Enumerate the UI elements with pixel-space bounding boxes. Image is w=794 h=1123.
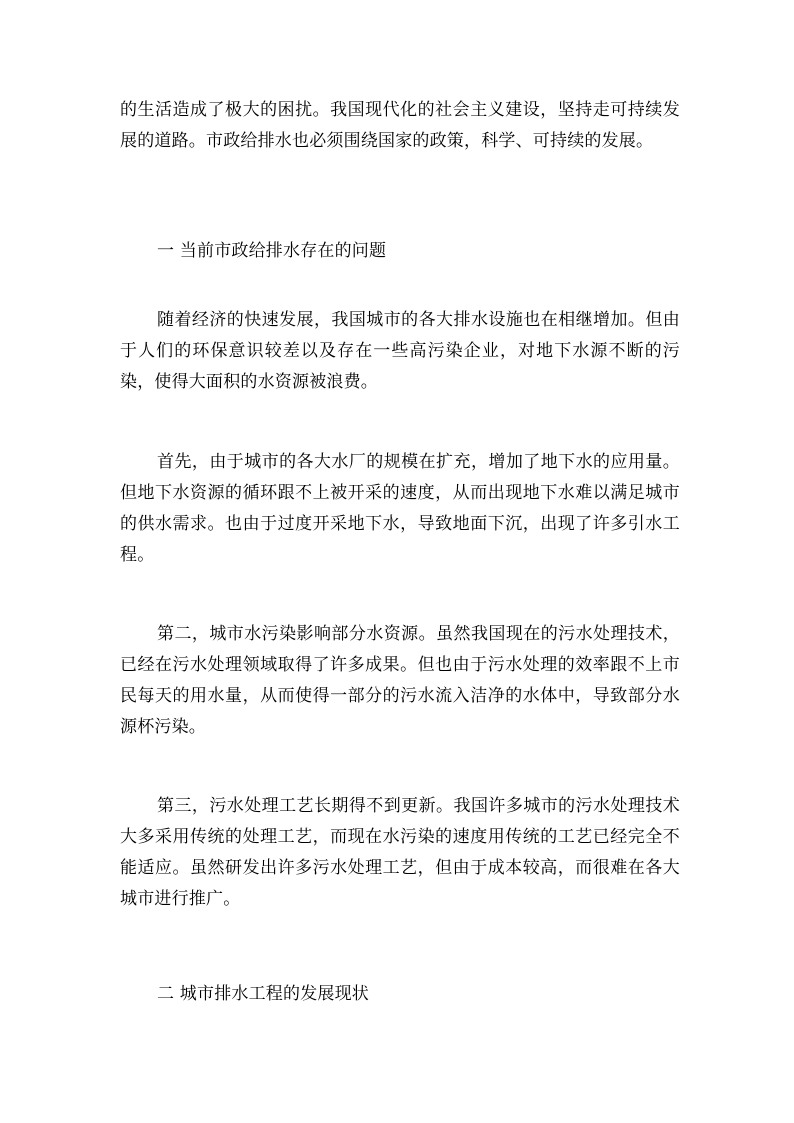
paragraph-third-process: 第三，污水处理工艺长期得不到更新。我国许多城市的污水处理技术大多采用传统的处理工艺，而现在水污染的速度用传统的工艺已经完全不能适应。虽然研发出许多污水处理工艺，但由于成本较高，而很难在各大城市进行推广。: [120, 796, 680, 909]
section-heading-current-problems: 一 当前市政给排水存在的问题: [157, 241, 387, 261]
paragraph-economic-development: 随着经济的快速发展，我国城市的各大排水设施也在相继增加。但由于人们的环保意识较差以及存在一些高污染企业，对地下水源不断的污染，使得大面积的水资源被浪费。: [120, 310, 680, 392]
paragraph-intro-continuation: 的生活造成了极大的困扰。我国现代化的社会主义建设，坚持走可持续发展的道路。市政给排水也必须围绕国家的政策，科学、可持续的发展。: [120, 100, 680, 151]
section-heading-drainage-status: 二 城市排水工程的发展现状: [157, 984, 370, 1004]
paragraph-first-groundwater: 首先，由于城市的各大水厂的规模在扩充，增加了地下水的应用量。但地下水资源的循环跟不上被开采的速度，从而出现地下水难以满足城市的供水需求。也由于过度开采地下水，导致地面下沉，出现了许多引水工程。: [120, 452, 680, 565]
paragraph-second-pollution: 第二，城市水污染影响部分水资源。虽然我国现在的污水处理技术，已经在污水处理领域取得了许多成果。但也由于污水处理的效率跟不上市民每天的用水量，从而使得一部分的污水流入洁净的水体中，导致部分水源杯污染。: [120, 624, 680, 737]
